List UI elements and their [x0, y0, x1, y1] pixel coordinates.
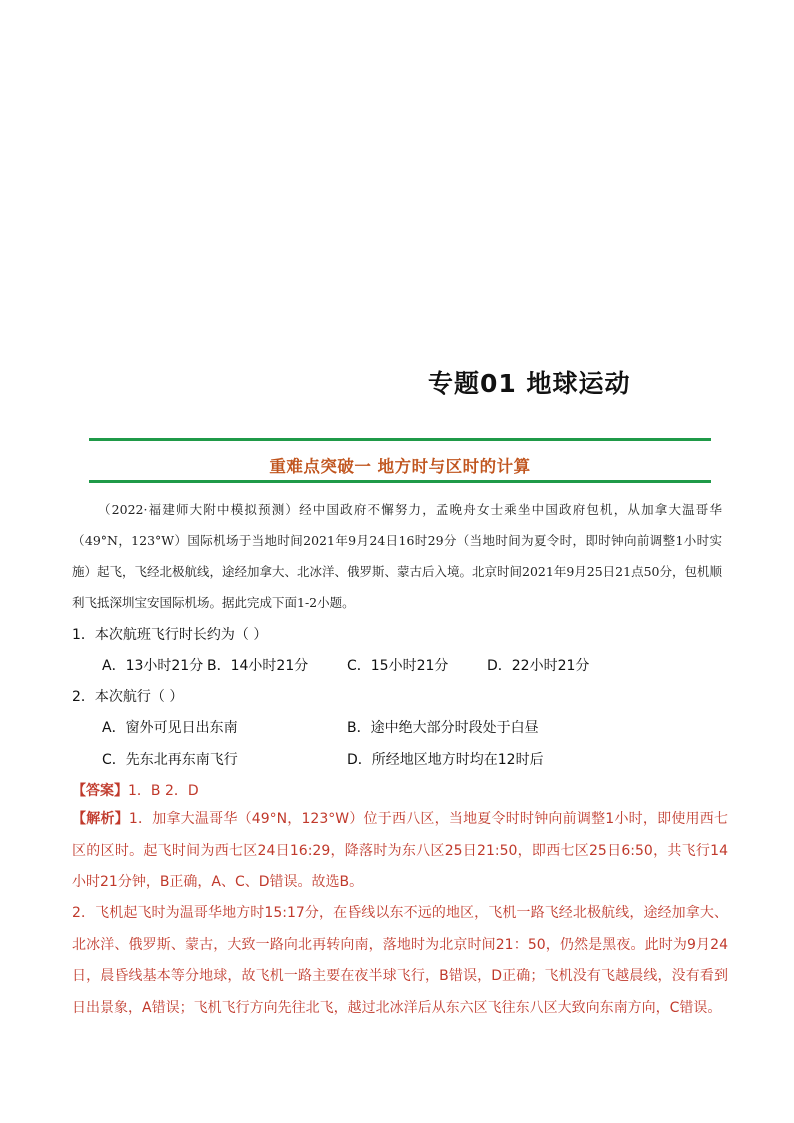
question-2-stem: 2．本次航行（ ） [72, 689, 184, 705]
answer-line [72, 780, 199, 800]
question-1-stem: 1．本次航班飞行时长约为（ ） [72, 627, 268, 643]
question-1-option-c: C．15小时21分 [347, 658, 449, 674]
question-1-option-d: D．22小时21分 [487, 658, 590, 674]
analysis-text-1: 1．加拿大温哥华（49°N，123°W）位于西八区，当地夏令时时钟向前调整1小时，即使用西七区的区时。起飞时间为西七区24日16:29，降落时为东八区25日21:50，即西七区25日6:50，共飞行14小时21分钟，B正确，A、C、D错误。故选B。 [72, 811, 728, 890]
analysis-tag: 【解析】 [72, 811, 129, 827]
question-2-option-d: D．所经地区地方时均在12时后 [347, 752, 544, 768]
question-2-option-a: A．窗外可见日出东南 [102, 720, 238, 736]
question-1-option-b: B．14小时21分 [207, 658, 309, 674]
section-rule-bottom [89, 480, 711, 483]
analysis-paragraph-1 [72, 804, 728, 899]
analysis-paragraph-2: 2．飞机起飞时为温哥华地方时15:17分，在昏线以东不远的地区，飞机一路飞经北极航线，途经加拿大、北冰洋、俄罗斯、蒙古，大致一路向北再转向南，落地时为北京时间21：50，仍然是黑夜。此时为9月24日，晨昏线基本等分地球，故飞机一路主要在夜半球飞行，B错误，D正确；飞机没有飞越晨线，没有看到日出景象，A错误；飞机飞行方向先往北飞，越过北冰洋后从东六区飞往东八区大致向东南方向，C错误。 [72, 905, 728, 1016]
section-rule-top [89, 438, 711, 441]
answer-text: 1．B 2．D [128, 783, 199, 799]
section-heading: 重难点突破一 地方时与区时的计算 [269, 457, 531, 476]
answer-tag: 【答案】 [72, 783, 128, 799]
question-2-option-c: C．先东北再东南飞行 [102, 752, 238, 768]
question-2-option-b: B．途中绝大部分时段处于白昼 [347, 720, 539, 736]
question-1-option-a: A．13小时21分 [102, 658, 204, 674]
question-intro: （2022·福建师大附中模拟预测）经中国政府不懈努力，孟晚舟女士乘坐中国政府包机，从加拿大温哥华（49°N，123°W）国际机场于当地时间2021年9月24日16时29分（当地时间为夏令时，即时钟向前调整1小时实施）起飞，飞经北极航线，途经加拿大、北冰洋、俄罗斯、蒙古后入境。北京时间2021年9月25日21点50分，包机顺利飞抵深圳宝安国际机场。据此完成下面1-2小题。 [72, 502, 722, 610]
page-title: 专题01 地球运动 [428, 369, 631, 398]
